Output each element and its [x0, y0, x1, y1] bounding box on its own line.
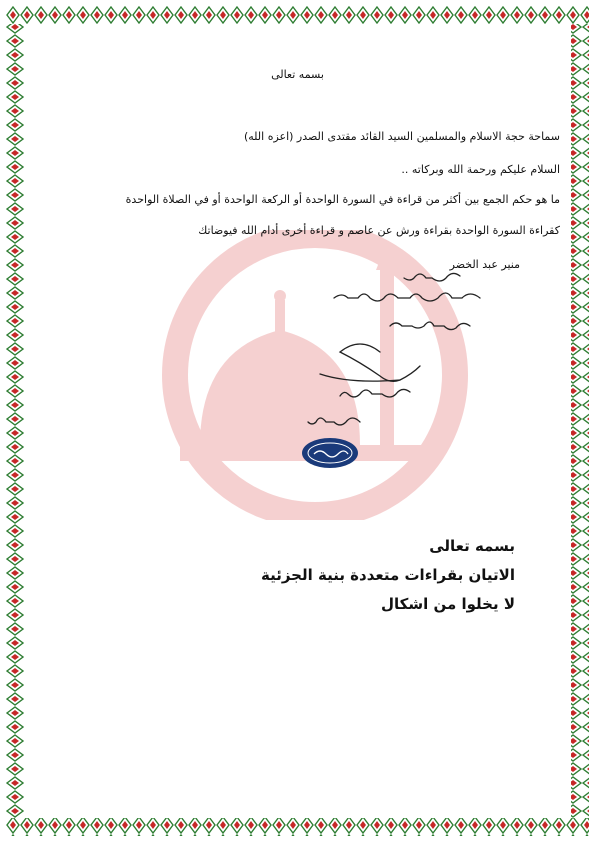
sender-name: منير عبد الخضر [449, 258, 520, 271]
letter-line: ما هو حكم الجمع بين أكثر من قراءة في السورة الواحدة أو الركعة الواحدة أو في الصلاة الواحدة [125, 193, 560, 206]
letter-line: كقراءة السورة الواحدة بقراءة ورش عن عاصم و قراءة أخرى أدام الله فيوضاتك [198, 224, 560, 237]
handwritten-reply [260, 262, 490, 462]
letter-greeting: بسمه تعالى [271, 68, 324, 81]
letter-line: السلام عليكم ورحمة الله وبركاته .. [401, 163, 560, 176]
typed-reply-line: الاتيان بقراءات متعددة بنية الجزئية [260, 566, 515, 584]
seal-stamp [300, 436, 360, 470]
letter-line: سماحة حجة الاسلام والمسلمين السيد القائد مقتدى الصدر (اعزه الله) [243, 130, 560, 143]
typed-reply-line: بسمه تعالى [429, 537, 515, 555]
typed-reply-line: لا يخلوا من اشكال [381, 595, 515, 613]
